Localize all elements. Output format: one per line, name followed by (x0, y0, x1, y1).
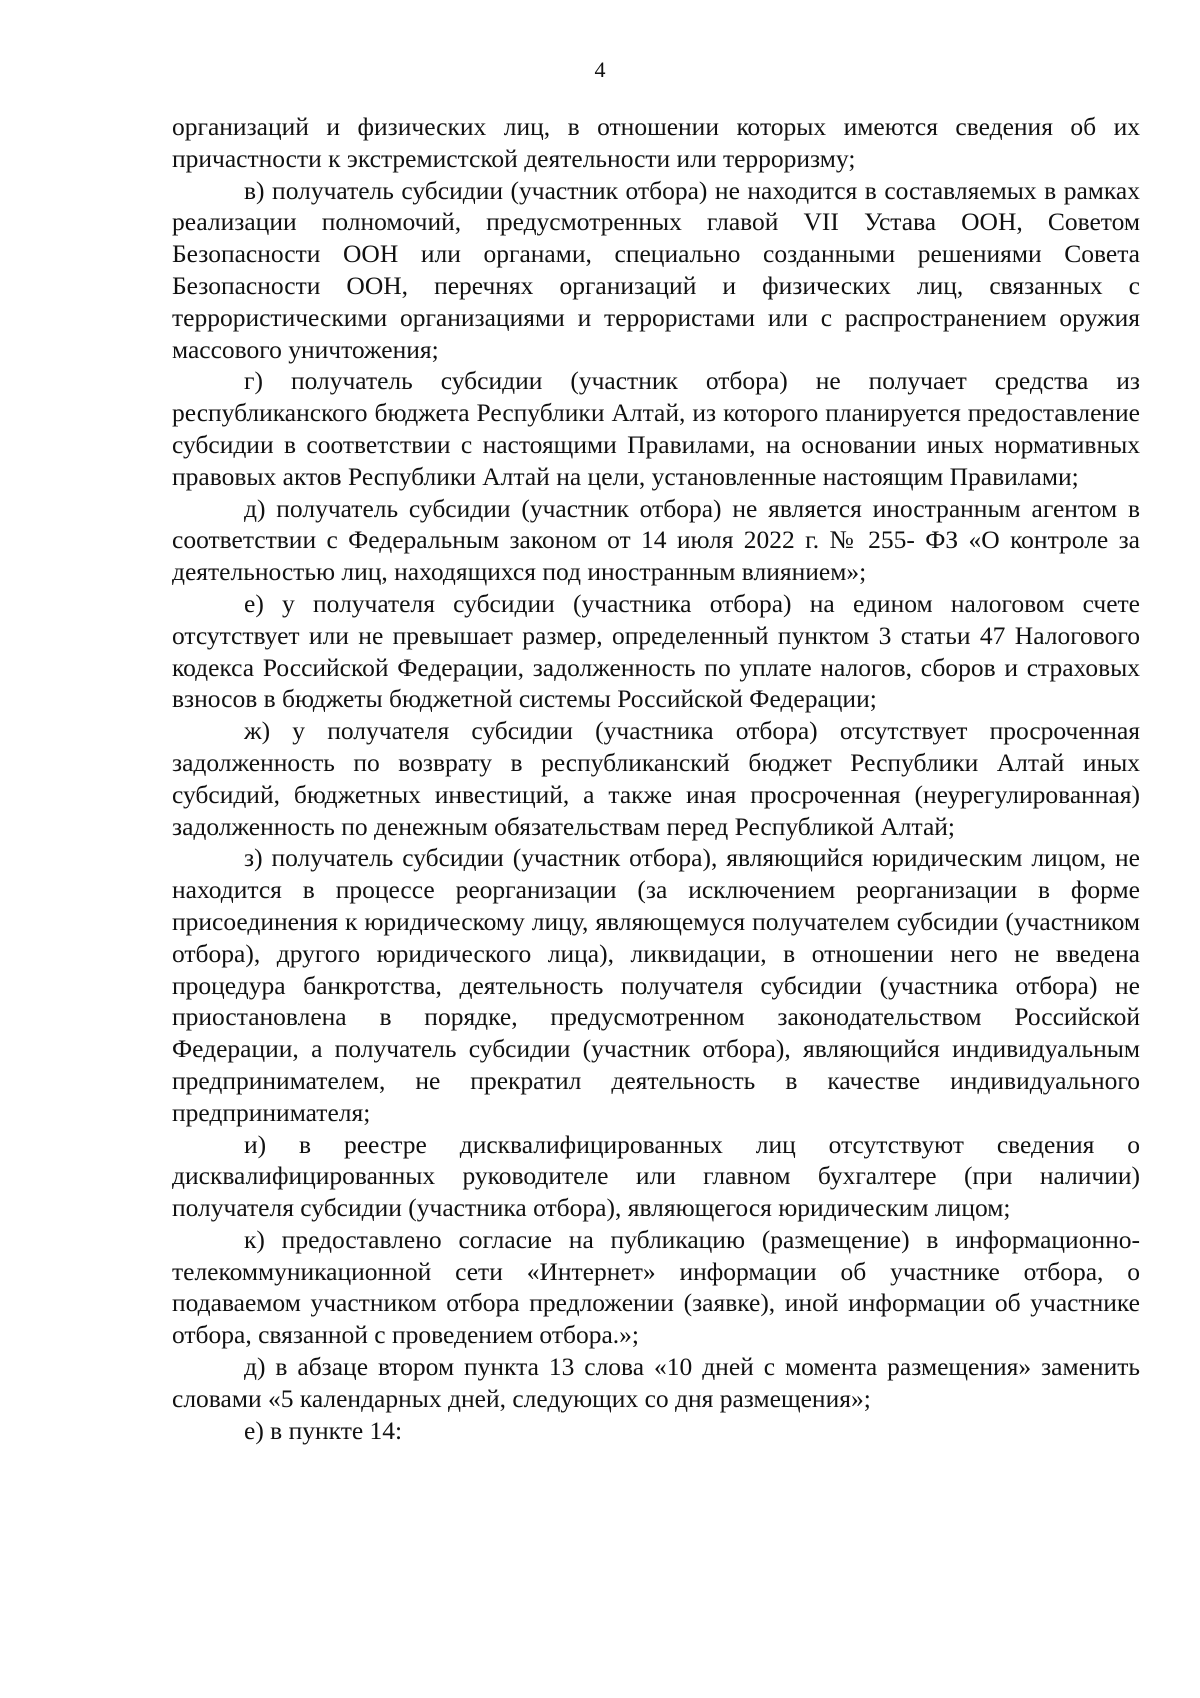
paragraph-item-v: в) получатель субсидии (участник отбора) не находится в составляемых в рамках реализации полномочий, предусмотренных главой VII Устава ООН, Советом Безопасности ООН или органами, специально созданными решениями Совета Безопасности ООН, перечнях организаций и физических лиц, связанных с террористическими организациями и террористами или с распространением оружия массового уничтожения; (172, 175, 1140, 364)
paragraph-amendment-e: е) в пункте 14: (244, 1415, 403, 1445)
paragraph-continuation: организаций и физических лиц, в отношении которых имеются сведения об их причастности к экстремистской деятельности или терроризму; (172, 112, 1140, 173)
paragraph-item-zh: ж) у получателя субсидии (участника отбора) отсутствует просроченная задолженность по возврату в республиканский бюджет Республики Алтай иных субсидий, бюджетных инвестиций, а также иная просроченная (неурегулированная) задолженность по денежным обязательствам перед Республикой Алтай; (172, 716, 1140, 841)
paragraph-item-z: з) получатель субсидии (участник отбора), являющийся юридическим лицом, не находится в процессе реорганизации (за исключением реорганизации в форме присоединения к юридическому лицу, являющемуся получателем субсидии (участником отбора), другого юридического лица), ликвидации, в отношении него не введена процедура банкротства, деятельность получателя субсидии (участника отбора) не приостановлена в порядке, предусмотренном законодательством Российской Федерации, а получатель субсидии (участник отбора), являющийся индивидуальным предпринимателем, не прекратил деятельность в качестве индивидуального предпринимателя; (172, 843, 1140, 1127)
paragraph-item-e: е) у получателя субсидии (участника отбора) на едином налоговом счете отсутствует или не превышает размер, определенный пунктом 3 статьи 47 Налогового кодекса Российской Федерации, задолженность по уплате налогов, сборов и страховых взносов в бюджеты бюджетной системы Российской Федерации; (172, 588, 1140, 714)
paragraph-item-d: д) получатель субсидии (участник отбора) не является иностранным агентом в соответствии с Федеральным законом от 14 июля 2022 г. № 255- ФЗ «О контроле за деятельностью лиц, находящихся под иностранным влиянием»; (172, 493, 1140, 587)
paragraph-item-i: и) в реестре дисквалифицированных лиц отсутствуют сведения о дисквалифицированных руководителе или главном бухгалтере (при наличии) получателя субсидии (участника отбора), являющегося юридическим лицом; (172, 1129, 1140, 1223)
page-number: 4 (594, 57, 606, 82)
paragraph-item-g: г) получатель субсидии (участник отбора) не получает средства из республиканского бюджета Республики Алтай, из которого планируется предоставление субсидии в соответствии с настоящими Правилами, на основании иных нормативных правовых актов Республики Алтай на цели, установленные настоящим Правилами; (172, 366, 1140, 491)
paragraph-item-k: к) предоставлено согласие на публикацию (размещение) в информационно-телекоммуникационной сети «Интернет» информации об участнике отбора, о подаваемом участником отбора предложении (заявке), иной информации об участнике отбора, связанной с проведением отбора.»; (172, 1224, 1140, 1350)
document-body (172, 111, 1140, 1446)
paragraph-amendment-d: д) в абзаце втором пункта 13 слова «10 дней с момента размещения» заменить словами «5 календарных дней, следующих со дня размещения»; (172, 1352, 1140, 1413)
